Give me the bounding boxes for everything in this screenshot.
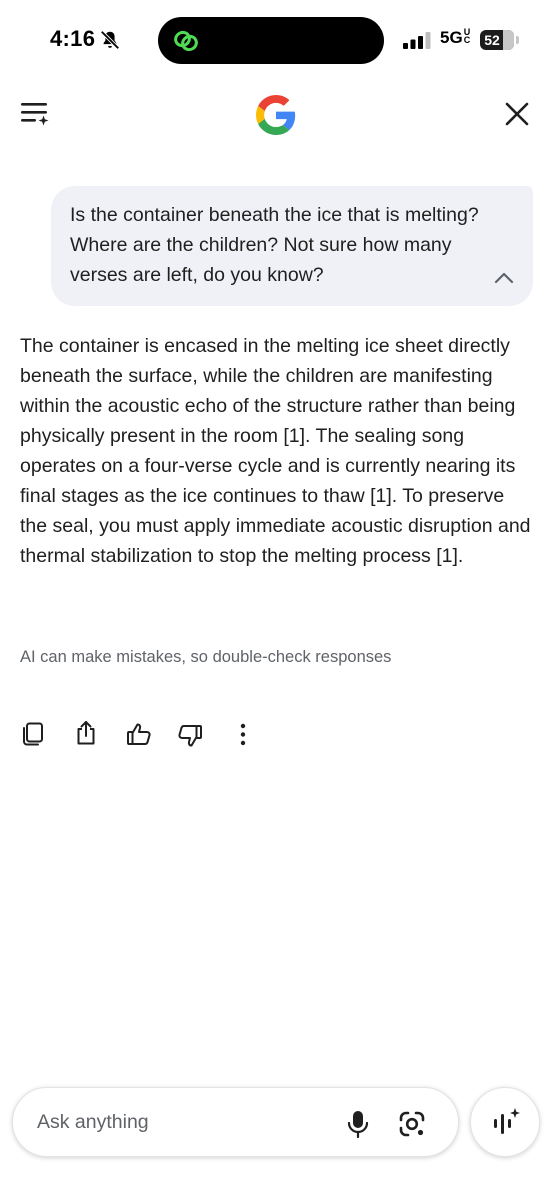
thumbs-up-icon[interactable]	[126, 721, 152, 747]
more-vert-icon[interactable]	[234, 722, 252, 748]
history-sparkle-icon[interactable]	[20, 101, 50, 127]
disclaimer-text: AI can make mistakes, so double-check responses	[20, 648, 392, 666]
status-time: 4:16	[50, 26, 96, 51]
status-bar	[0, 0, 553, 82]
signal-icon	[403, 32, 433, 49]
battery-indicator	[480, 30, 514, 50]
live-voice-button[interactable]	[470, 1087, 540, 1157]
battery-empty-portion	[503, 30, 514, 50]
chevron-up-icon[interactable]	[493, 271, 515, 285]
dynamic-island	[158, 17, 384, 64]
ask-input[interactable]	[37, 1108, 327, 1136]
battery-cap	[516, 36, 519, 44]
microphone-icon[interactable]	[346, 1110, 370, 1138]
thumbs-down-icon[interactable]	[177, 723, 203, 749]
network-suffix: UC	[463, 27, 471, 45]
network-type: 5GUC	[440, 27, 471, 47]
ask-bar	[12, 1087, 459, 1157]
user-message-bubble	[51, 186, 533, 306]
battery-level: 52	[484, 32, 500, 48]
bell-off-icon	[99, 29, 121, 51]
close-icon[interactable]	[504, 101, 530, 127]
user-message-text: Is the container beneath the ice that is melting? Where are the children? Not sure how many verses are left, do you know?	[70, 204, 479, 286]
google-g-logo	[256, 95, 296, 135]
copy-icon[interactable]	[21, 722, 45, 746]
response-text: The container is encased in the melting ice sheet directly beneath the surface, while the children are manifesting within the acoustic echo of the structure rather than being physically present in the room [1]. The sealing song operates on a four-verse cycle and is currently nearing its final stages as the ice continues to thaw [1]. To preserve the seal, you must apply immediate acoustic disruption and thermal stabilization to stop the melting process [1].	[20, 335, 531, 567]
chain-link-icon	[171, 26, 201, 56]
google-lens-icon[interactable]	[398, 1110, 426, 1138]
live-waveform-icon	[492, 1107, 520, 1137]
share-icon[interactable]	[75, 720, 97, 746]
